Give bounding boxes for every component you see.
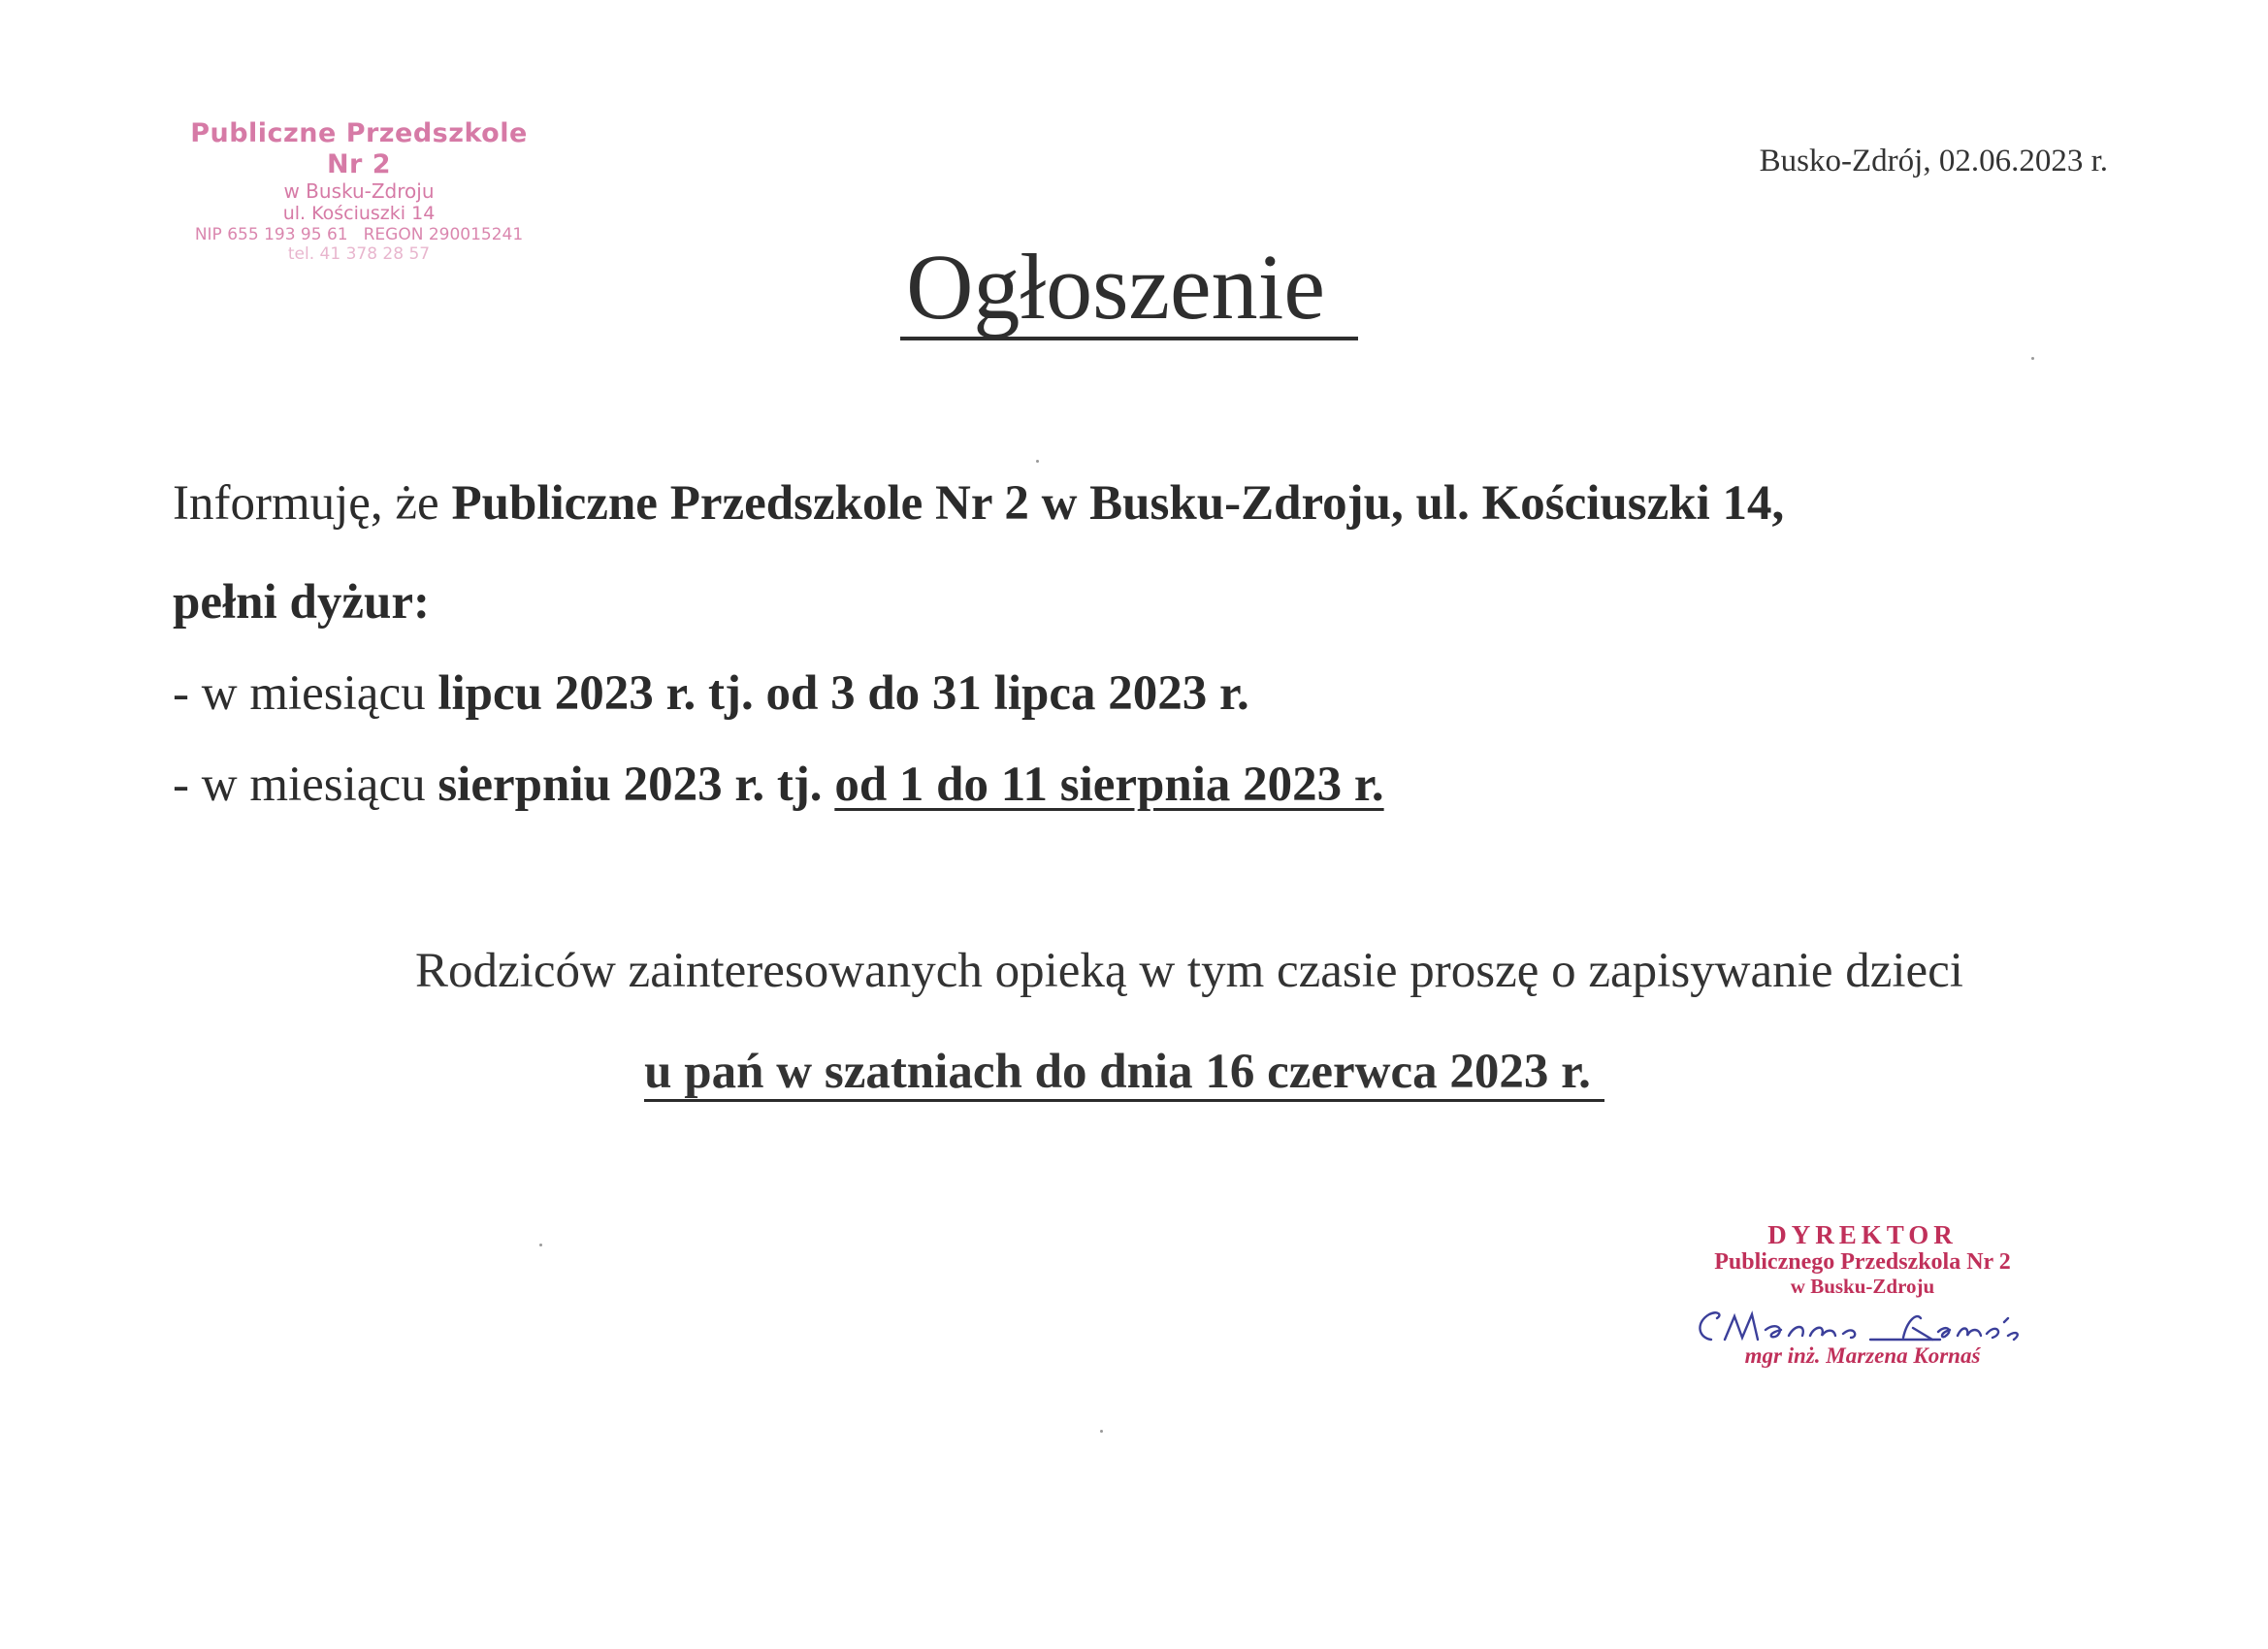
school-stamp-phone: tel. 41 378 28 57: [287, 243, 431, 264]
announcement-institution: Publiczne Przedszkole Nr 2 w Busku-Zdroju, ul. Kościuszki 14,: [451, 476, 1785, 531]
announcement-line-1: [173, 475, 2152, 532]
director-title: DYREKTOR: [1767, 1220, 1958, 1249]
july-prefix: - w miesiącu: [173, 666, 426, 721]
registration-line-2: [0, 1044, 2268, 1102]
scan-speck: [1036, 460, 1039, 463]
date-line: Busko-Zdrój, 02.06.2023 r.: [1759, 144, 2108, 178]
school-stamp-regon: REGON 290015241: [363, 224, 524, 244]
announcement-line-2: [173, 574, 2152, 630]
school-stamp-city: w Busku-Zdroju: [283, 178, 435, 203]
registration-line-1: Rodziców zainteresowanych opieką w tym czasie proszę o zapisywanie dzieci: [415, 944, 1963, 998]
director-org: Publicznego Przedszkola Nr 2: [1714, 1249, 2011, 1276]
page-title: [0, 233, 2268, 340]
announcement-duty: pełni dyżur:: [173, 575, 430, 630]
july-dates: lipcu 2023 r. tj. od 3 do 31 lipca 2023 r.: [437, 666, 1249, 721]
director-stamp: [1669, 1220, 2057, 1377]
scan-speck: [539, 1244, 542, 1246]
august-dates: od 1 do 11 sierpnia 2023 r.: [834, 758, 1384, 812]
announcement-intro: Informuję, że: [173, 476, 439, 531]
august-month: sierpniu 2023 r. tj.: [437, 758, 823, 812]
director-city: w Busku-Zdroju: [1790, 1275, 1935, 1299]
august-prefix: - w miesiącu: [173, 758, 426, 812]
page-title-text: Ogłoszenie: [900, 239, 1358, 340]
school-stamp-name: Publiczne Przedszkole Nr 2: [190, 118, 528, 179]
director-name: mgr inż. Marzena Kornaś: [1744, 1342, 1981, 1368]
scan-speck: [2031, 357, 2034, 360]
school-stamp-street: ul. Kościuszki 14: [282, 203, 436, 225]
announcement-line-august: [173, 757, 2152, 813]
registration-deadline: u pań w szatniach do dnia 16 czerwca 2023 r.: [644, 1045, 1604, 1102]
school-stamp-nip: NIP 655 193 95 61: [194, 224, 348, 244]
scan-speck: [1100, 1430, 1103, 1433]
announcement-line-july: [173, 665, 2152, 722]
